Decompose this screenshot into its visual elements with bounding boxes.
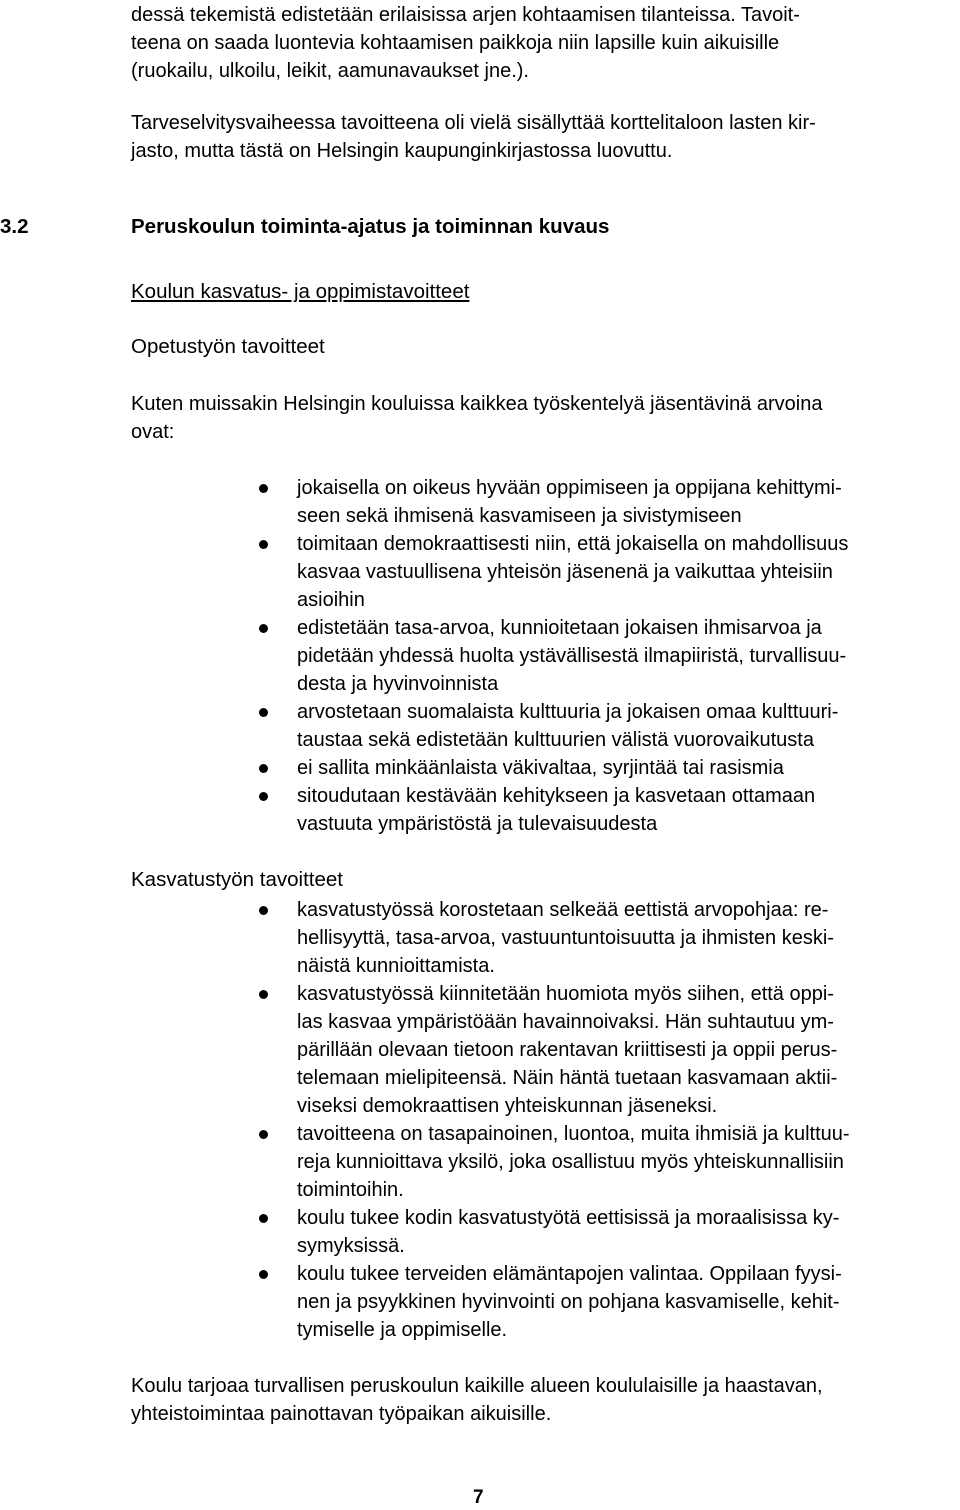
library-paragraph <box>131 109 957 165</box>
list-item-line: hellisyyttä, tasa-arvoa, vastuuntuntoisuutta ja ihmisten keski- <box>297 927 834 949</box>
paragraph-line: dessä tekemistä edistetään erilaisissa arjen kohtaamisen tilanteissa. Tavoit- <box>131 4 800 26</box>
list-item-line: arvostetaan suomalaista kulttuuria ja jokaisen omaa kulttuuri- <box>297 701 839 723</box>
list-item-line: symyksissä. <box>297 1235 405 1257</box>
list-item <box>0 1204 850 1260</box>
list-item <box>0 530 848 614</box>
bullet-icon <box>259 708 268 717</box>
bullet-icon <box>259 624 268 633</box>
paragraph-line: Koulu tarjoaa turvallisen peruskoulun kaikille alueen koululaisille ja haastavan, <box>131 1375 823 1397</box>
list-item-line: ei sallita minkäänlaista väkivaltaa, syrjintää tai rasismia <box>297 757 784 779</box>
list-item-line: jokaisella on oikeus hyvään oppimiseen ja oppijana kehittymi- <box>297 477 842 499</box>
upbringing-goals-list <box>0 896 850 1344</box>
list-item-line: tymiselle ja oppimiselle. <box>297 1319 508 1341</box>
paragraph-line: yhteistoimintaa painottavan työpaikan aikuisille. <box>131 1403 552 1425</box>
list-item-line: kasvatustyössä korostetaan selkeää eettistä arvopohjaa: re- <box>297 899 829 921</box>
paragraph-line: Tarveselvitysvaiheessa tavoitteena oli vielä sisällyttää korttelitaloon lasten kir- <box>131 112 816 134</box>
list-item-line: kasvatustyössä kiinnitetään huomiota myös siihen, että oppi- <box>297 983 834 1005</box>
list-item-line: telemaan mielipiteensä. Näin häntä tuetaan kasvamaan aktii- <box>297 1067 838 1089</box>
bullet-icon <box>259 1270 268 1279</box>
subheading-teaching: Opetustyön tavoitteet <box>131 335 325 358</box>
list-item <box>0 614 848 698</box>
list-item-line: toimintoihin. <box>297 1179 404 1201</box>
list-item-line: sitoudutaan kestävään kehitykseen ja kasvetaan ottamaan <box>297 785 816 807</box>
subheading-upbringing: Kasvatustyön tavoitteet <box>131 868 343 891</box>
paragraph-line: Kuten muissakin Helsingin kouluissa kaikkea työskentelyä jäsentävinä arvoina <box>131 393 823 415</box>
list-item-line: viseksi demokraattisen yhteiskunnan jäseneksi. <box>297 1095 718 1117</box>
intro-paragraph <box>131 1 957 85</box>
list-item-line: toimitaan demokraattisesti niin, että jokaisella on mahdollisuus <box>297 533 849 555</box>
closing-paragraph <box>131 1372 957 1428</box>
list-item <box>0 474 848 530</box>
bullet-icon <box>259 540 268 549</box>
list-item-line: koulu tukee terveiden elämäntapojen valintaa. Oppilaan fyysi- <box>297 1263 842 1285</box>
list-item <box>0 1120 850 1204</box>
bullet-icon <box>259 484 268 493</box>
list-item-line: desta ja hyvinvoinnista <box>297 673 499 695</box>
list-item-line: taustaa sekä edistetään kulttuurien välistä vuorovaikutusta <box>297 729 814 751</box>
list-item <box>0 782 848 838</box>
teaching-goals-list <box>0 474 848 838</box>
bullet-icon <box>259 764 268 773</box>
list-item-line: asioihin <box>297 589 365 611</box>
list-item-line: koulu tukee kodin kasvatustyötä eettisissä ja moraalisissa ky- <box>297 1207 840 1229</box>
paragraph-line: teena on saada luontevia kohtaamisen paikkoja niin lapsille kuin aikuisille <box>131 32 780 54</box>
list-item <box>0 1260 850 1344</box>
list-item-line: seen sekä ihmisenä kasvamiseen ja sivistymiseen <box>297 505 742 527</box>
paragraph-line: jasto, mutta tästä on Helsingin kaupunginkirjastossa luovuttu. <box>131 140 673 162</box>
list-item-line: edistetään tasa-arvoa, kunnioitetaan jokaisen ihmisarvoa ja <box>297 617 822 639</box>
list-item-line: nen ja psyykkinen hyvinvointi on pohjana kasvamiselle, kehit- <box>297 1291 840 1313</box>
bullet-icon <box>259 906 268 915</box>
teaching-intro-paragraph <box>131 390 957 446</box>
section-number: 3.2 <box>0 215 29 238</box>
list-item <box>0 896 850 980</box>
list-item-line: tavoitteena on tasapainoinen, luontoa, muita ihmisiä ja kulttuu- <box>297 1123 850 1145</box>
bullet-icon <box>259 1214 268 1223</box>
list-item <box>0 980 850 1120</box>
list-item-line: las kasvaa ympäristöään havainnoivaksi. Hän suhtautuu ym- <box>297 1011 834 1033</box>
paragraph-line: (ruokailu, ulkoilu, leikit, aamunavaukset jne.). <box>131 60 529 82</box>
list-item-line: pärillään olevaan tietoon rakentavan kriittisesti ja oppii perus- <box>297 1039 838 1061</box>
list-item-line: kasvaa vastuullisena yhteisön jäsenenä ja vaikuttaa yhteisiin <box>297 561 833 583</box>
list-item-line: näistä kunnioittamista. <box>297 955 495 977</box>
bullet-icon <box>259 792 268 801</box>
list-item-line: reja kunnioittava yksilö, joka osallistuu myös yhteiskunnallisiin <box>297 1151 844 1173</box>
bullet-icon <box>259 990 268 999</box>
section-title: Peruskoulun toiminta-ajatus ja toiminnan kuvaus <box>131 215 610 238</box>
list-item-line: vastuuta ympäristöstä ja tulevaisuudesta <box>297 813 658 835</box>
page-number: 7 <box>473 1487 484 1508</box>
list-item <box>0 754 848 782</box>
paragraph-line: ovat: <box>131 421 175 443</box>
list-item-line: pidetään yhdessä huolta ystävällisestä ilmapiiristä, turvallisuu- <box>297 645 847 667</box>
bullet-icon <box>259 1130 268 1139</box>
subheading-goals: Koulun kasvatus- ja oppimistavoitteet <box>131 280 470 303</box>
list-item <box>0 698 848 754</box>
